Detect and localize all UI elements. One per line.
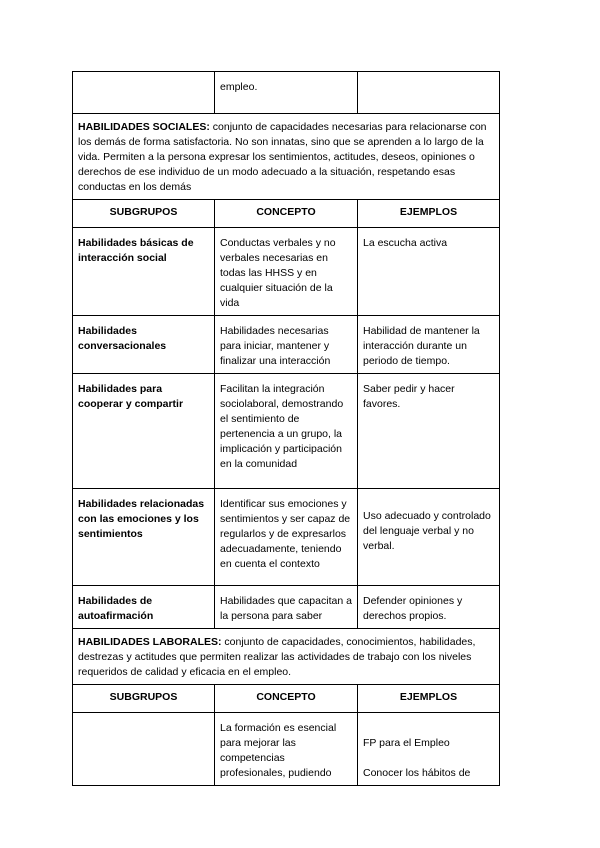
examples-line: Conocer los hábitos de xyxy=(363,767,471,779)
table-cell: empleo. xyxy=(215,72,358,114)
table-row xyxy=(73,228,500,316)
table-header-row xyxy=(73,685,500,713)
subgroup-cell: Habilidades básicas de interacción social xyxy=(73,228,215,316)
section-description-row xyxy=(73,114,500,200)
concept-cell: Habilidades necesarias para iniciar, mantener y finalizar una interacción xyxy=(215,316,358,374)
table-row xyxy=(73,316,500,374)
concept-cell: La formación es esencial para mejorar las competencias profesionales, pudiendo xyxy=(215,713,358,786)
concept-cell: Facilitan la integración sociolaboral, demostrando el sentimiento de pertenencia a un grupo, la implicación y participación en la comunidad xyxy=(215,374,358,489)
column-header-subgroups: SUBGRUPOS xyxy=(73,200,215,228)
skills-table xyxy=(72,71,500,786)
examples-cell xyxy=(358,713,500,786)
examples-cell xyxy=(358,489,500,586)
table-header-row xyxy=(73,200,500,228)
examples-cell: Defender opiniones y derechos propios. xyxy=(358,586,500,629)
subgroup-cell: Habilidades de autoafirmación xyxy=(73,586,215,629)
column-header-concept: CONCEPTO xyxy=(215,685,358,713)
concept-cell: Habilidades que capacitan a la persona para saber xyxy=(215,586,358,629)
subgroup-cell: Habilidades conversacionales xyxy=(73,316,215,374)
examples-cell: Habilidad de mantener la interacción durante un periodo de tiempo. xyxy=(358,316,500,374)
examples-text: Uso adecuado y controlado del lenguaje verbal y no verbal. xyxy=(363,510,491,552)
column-header-concept: CONCEPTO xyxy=(215,200,358,228)
examples-line: FP para el Empleo xyxy=(363,737,450,749)
labor-skills-label: HABILIDADES LABORALES: xyxy=(78,636,222,648)
subgroup-cell: Habilidades relacionadas con las emociones y los sentimientos xyxy=(73,489,215,586)
table-cell xyxy=(73,72,215,114)
table-row xyxy=(73,713,500,786)
concept-cell: Conductas verbales y no verbales necesarias en todas las HHSS y en cualquier situación de la vida xyxy=(215,228,358,316)
table-row xyxy=(73,586,500,629)
table-row xyxy=(73,374,500,489)
section-description-row xyxy=(73,629,500,685)
subgroup-cell xyxy=(73,713,215,786)
column-header-subgroups: SUBGRUPOS xyxy=(73,685,215,713)
social-skills-label: HABILIDADES SOCIALES: xyxy=(78,121,210,133)
column-header-examples: EJEMPLOS xyxy=(358,685,500,713)
social-skills-description xyxy=(73,114,500,200)
subgroup-cell: Habilidades para cooperar y compartir xyxy=(73,374,215,489)
table-row xyxy=(73,72,500,114)
concept-cell: Identificar sus emociones y sentimientos y ser capaz de regularlos y de expresarlos adecuadamente, teniendo en cuenta el contexto xyxy=(215,489,358,586)
examples-cell: Saber pedir y hacer favores. xyxy=(358,374,500,489)
table-cell xyxy=(358,72,500,114)
labor-skills-text: conjunto de capacidades, conocimientos, habilidades, destrezas y actitudes que permiten realizar las actividades de trabajo con los niveles requeridos de calidad y eficacia en el empleo. xyxy=(78,636,476,678)
examples-cell: La escucha activa xyxy=(358,228,500,316)
table-row xyxy=(73,489,500,586)
social-skills-text: conjunto de capacidades necesarias para relacionarse con los demás de forma satisfactoria. No son innatas, sino que se aprenden a lo largo de la vida. Permiten a la persona expresar los sentimientos, actitudes, deseos, opiniones o derechos de ese individuo de un modo adecuado a la situación, respetando esas conductas en los demás xyxy=(78,121,487,193)
column-header-examples: EJEMPLOS xyxy=(358,200,500,228)
labor-skills-description xyxy=(73,629,500,685)
